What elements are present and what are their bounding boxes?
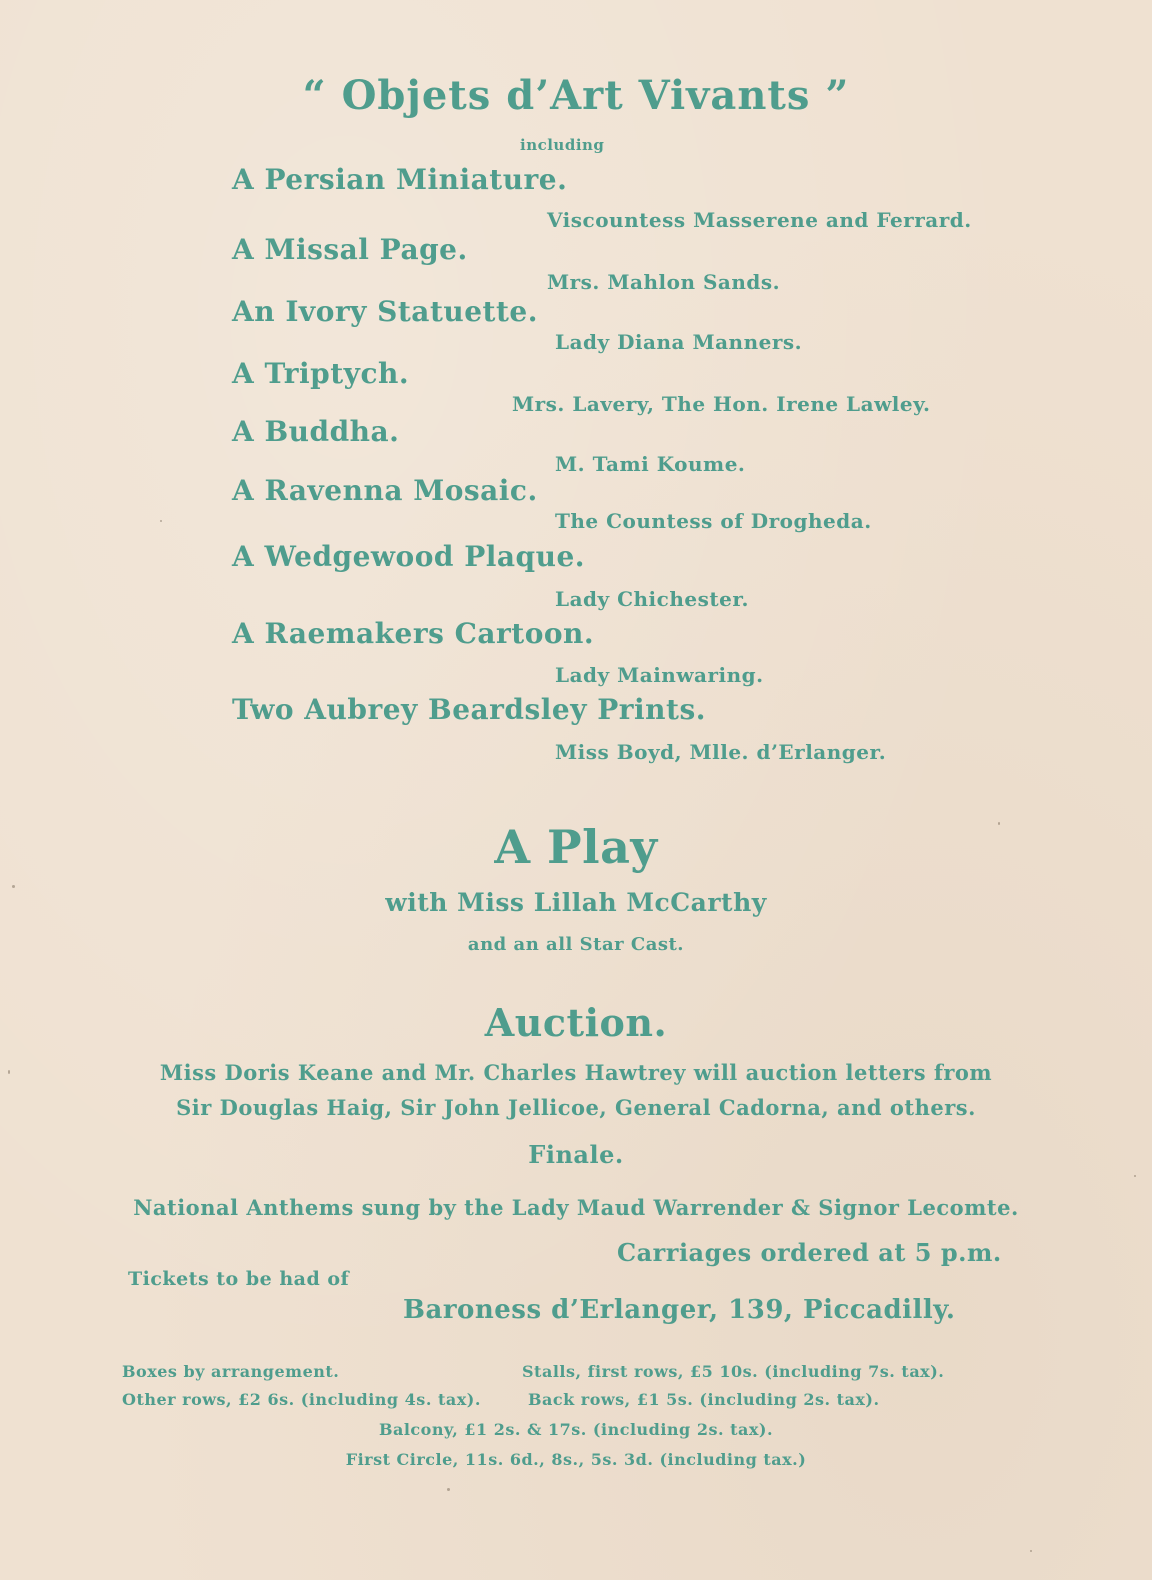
paper-speck [160,520,162,522]
play-cast-line: and an all Star Cast. [467,934,685,955]
anthems-line: National Anthems sung by the Lady Maud Warrender & Signor Lecomte. [133,1195,1019,1220]
item-performer: The Countess of Drogheda. [555,509,872,533]
paper-speck [447,1488,450,1491]
item-performer: Mrs. Lavery, The Hon. Irene Lawley. [512,392,931,416]
price-stalls: Stalls, first rows, £5 10s. (including 7s. tax). [522,1362,945,1381]
item-performer: Mrs. Mahlon Sands. [547,270,781,294]
item-name: A Wedgewood Plaque. [232,540,586,573]
item-performer: Lady Mainwaring. [555,663,764,687]
item-performer: M. Tami Koume. [555,452,746,476]
paper-speck [1134,1175,1136,1177]
paper-speck [1030,1550,1032,1552]
paper-speck [998,822,1000,825]
carriages-line: Carriages ordered at 5 p.m. [617,1238,1002,1267]
price-balcony: Balcony, £1 2s. & 17s. (including 2s. tax). [378,1420,774,1439]
price-other-rows: Other rows, £2 6s. (including 4s. tax). [122,1390,481,1409]
item-performer: Lady Chichester. [555,587,749,611]
including-label: including [520,136,605,154]
play-heading: A Play [494,820,658,874]
price-back-rows: Back rows, £1 5s. (including 2s. tax). [528,1390,880,1409]
item-name: A Persian Miniature. [232,163,568,196]
auction-line-1: Miss Doris Keane and Mr. Charles Hawtrey will auction letters from [159,1060,993,1085]
price-first-circle: First Circle, 11s. 6d., 8s., 5s. 3d. (including tax.) [345,1450,807,1469]
paper-speck [8,1070,10,1074]
item-name: An Ivory Statuette. [232,295,538,328]
tickets-address: Baroness d’Erlanger, 139, Piccadilly. [403,1295,956,1325]
item-performer: Lady Diana Manners. [555,330,803,354]
price-boxes: Boxes by arrangement. [122,1362,340,1381]
item-performer: Miss Boyd, Mlle. d’Erlanger. [555,740,887,764]
item-name: A Buddha. [232,415,400,448]
item-name: A Ravenna Mosaic. [232,474,538,507]
tickets-label: Tickets to be had of [128,1268,350,1290]
item-name: A Triptych. [232,357,410,390]
play-star-line: with Miss Lillah McCarthy [385,888,767,917]
finale-heading: Finale. [528,1140,624,1169]
auction-heading: Auction. [484,1000,668,1045]
item-name: A Raemakers Cartoon. [232,617,595,650]
item-name: A Missal Page. [232,233,468,266]
programme-title: “ Objets d’Art Vivants ” [302,72,850,119]
item-performer: Viscountess Masserene and Ferrard. [547,208,972,232]
item-name: Two Aubrey Beardsley Prints. [232,693,706,726]
paper-speck [12,885,15,888]
auction-line-2: Sir Douglas Haig, Sir John Jellicoe, General Cadorna, and others. [176,1095,976,1120]
